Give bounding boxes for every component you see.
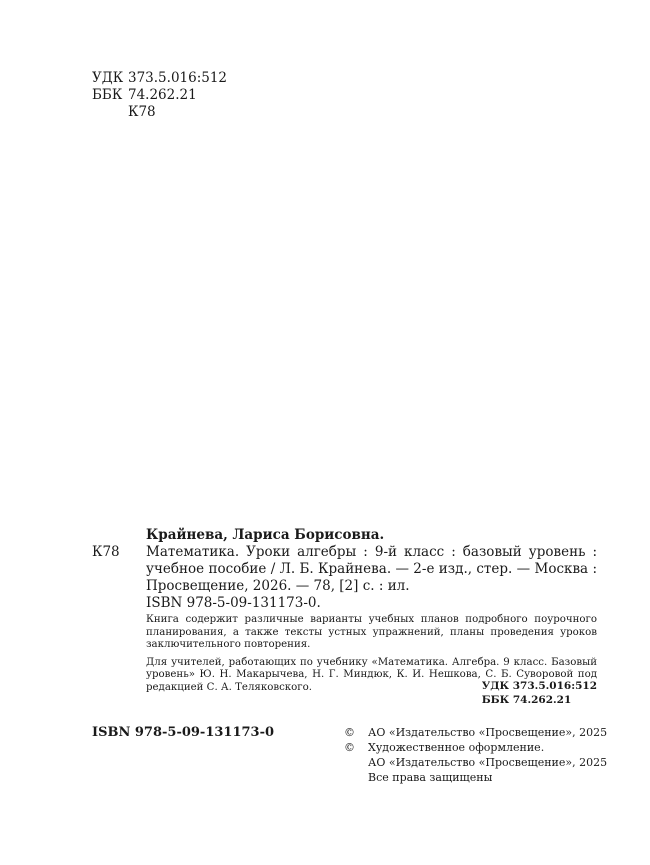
bbk-row (92, 87, 227, 104)
card-author-sign: К78 (92, 544, 120, 560)
annotation-content: Книга содержит различные варианты учебных планов подробного поурочного планирования, а также тексты устных упражнений, планы проведения уроков заключительного повторения. (146, 614, 597, 651)
bbk-label: ББК (92, 87, 123, 103)
copyright-publisher: АО «Издательство «Просвещение», 2025 (368, 726, 608, 739)
author-sign: К78 (128, 104, 156, 120)
card-body (146, 527, 597, 695)
copyright-design: Художественное оформление. (368, 741, 545, 754)
copyright-design-publisher: АО «Издательство «Просвещение», 2025 (368, 756, 608, 769)
copyright-block (344, 725, 607, 785)
copyright-icon: © (344, 726, 355, 739)
copyright-icon: © (344, 741, 355, 754)
card-udk: УДК 373.5.016:512 (481, 680, 597, 692)
bibliographic-description: Математика. Уроки алгебры : 9-й класс : базовый уровень : учебное пособие / Л. Б. Крайнева. — 2-е изд., стер. — Москва : Просвещение, 2026. — 78, [2] с. : ил. (146, 544, 597, 594)
udk-value: 373.5.016:512 (128, 70, 228, 86)
catalog-card (92, 527, 597, 706)
copyright-line (344, 740, 607, 755)
annotation-audience: Для учителей, работающих по учебнику «Математика. Алгебра. 9 класс. Базовый уровень» Ю. Н. Макарычева, Н. Г. Миндюк, К. И. Нешкова, С. Б. Суворовой под редакцией С. А. Теляковского. (146, 656, 597, 693)
classification-codes (92, 70, 227, 121)
rights-reserved: Все права защищены (368, 771, 493, 784)
card-classification-codes (482, 679, 597, 707)
copyright-line (344, 725, 607, 740)
author-heading: Крайнева, Лариса Борисовна. (146, 527, 385, 543)
bbk-value: 74.262.21 (128, 87, 197, 103)
udk-row (92, 70, 227, 87)
isbn: ISBN 978-5-09-131173-0 (92, 725, 275, 740)
card-bbk: ББК 74.262.21 (481, 694, 572, 706)
udk-label: УДК (92, 70, 124, 86)
card-isbn: ISBN 978-5-09-131173-0. (146, 595, 321, 611)
